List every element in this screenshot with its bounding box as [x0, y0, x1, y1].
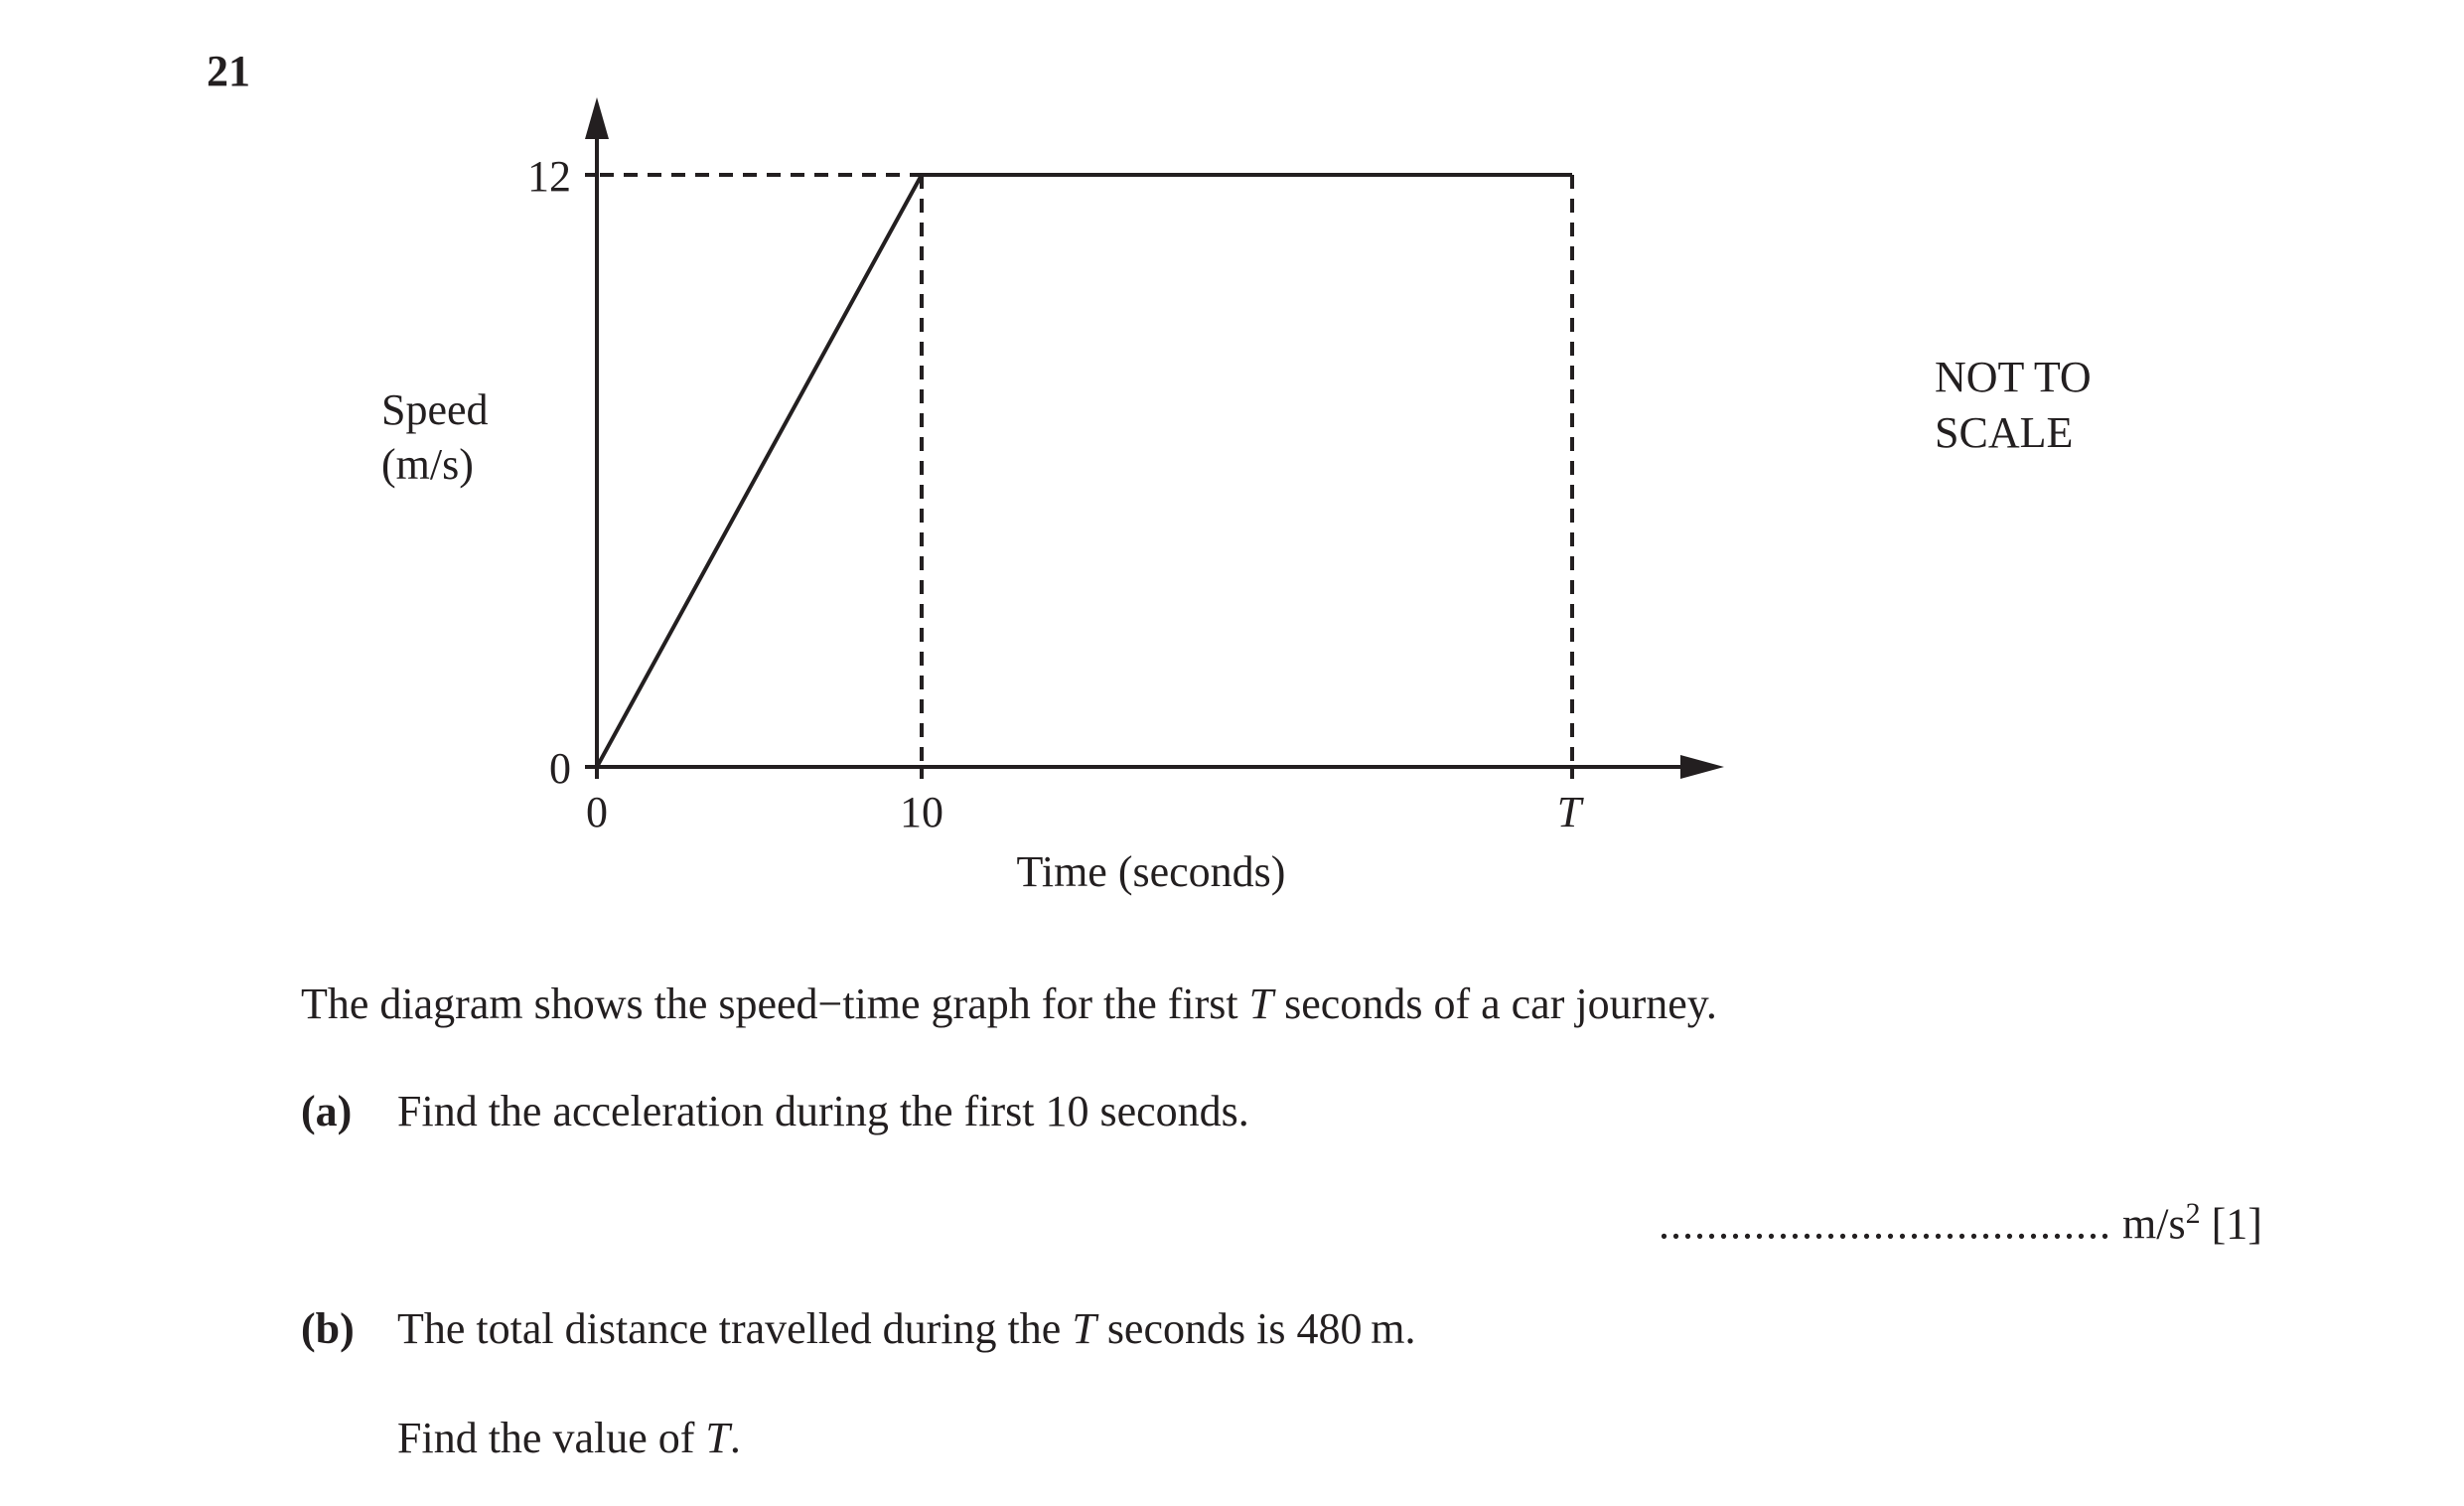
part-b-text-pre: The total distance travelled during the: [397, 1304, 1073, 1353]
question-number: 21: [207, 47, 250, 95]
stem-text-pre: The diagram shows the speed−time graph for the first: [301, 979, 1249, 1028]
part-b-find-variable: T: [705, 1414, 730, 1462]
part-b-instruction: [397, 1413, 741, 1463]
part-b-find-pre: Find the value of: [397, 1414, 706, 1462]
x-tick-label-10: 10: [900, 788, 943, 836]
answer-unit-superscript: 2: [2185, 1197, 2201, 1230]
x-axis-label: Time (seconds): [1016, 847, 1286, 896]
part-b-label: (b): [301, 1304, 355, 1353]
y-tick-label-0: 0: [549, 744, 571, 793]
part-a-label: (a): [301, 1087, 353, 1135]
speed-line: [597, 175, 1572, 767]
y-tick-label-12: 12: [527, 152, 571, 201]
part-a-marks: [1]: [2211, 1199, 2262, 1249]
part-a-text: Find the acceleration during the first 10 seconds.: [397, 1087, 1249, 1135]
part-b-text-post: seconds is 480 m.: [1095, 1304, 1416, 1353]
part-a: [301, 1086, 1249, 1136]
answer-dots[interactable]: ......................................: [1659, 1199, 2111, 1249]
y-axis-label-line1: Speed: [381, 385, 489, 434]
note-line-2: SCALE: [1935, 408, 2074, 457]
x-axis-arrow: [1680, 755, 1724, 779]
part-b-find-post: .: [729, 1414, 741, 1462]
answer-unit: m/s: [2122, 1199, 2186, 1249]
x-tick-label-T: T: [1556, 788, 1582, 836]
question-stem: [301, 979, 1717, 1029]
note-line-1: NOT TO: [1935, 353, 2092, 401]
part-a-answer-line[interactable]: [1659, 1197, 2262, 1250]
part-b-text: [397, 1303, 1416, 1354]
part-b: [301, 1303, 1416, 1354]
x-tick-label-0: 0: [586, 788, 608, 836]
not-to-scale-note: [1935, 350, 2092, 461]
y-axis-arrow: [585, 97, 609, 139]
stem-text-post: seconds of a car journey.: [1273, 979, 1717, 1028]
part-b-variable: T: [1072, 1304, 1096, 1353]
y-axis-label-line2: (m/s): [381, 440, 474, 489]
stem-variable: T: [1248, 979, 1274, 1028]
